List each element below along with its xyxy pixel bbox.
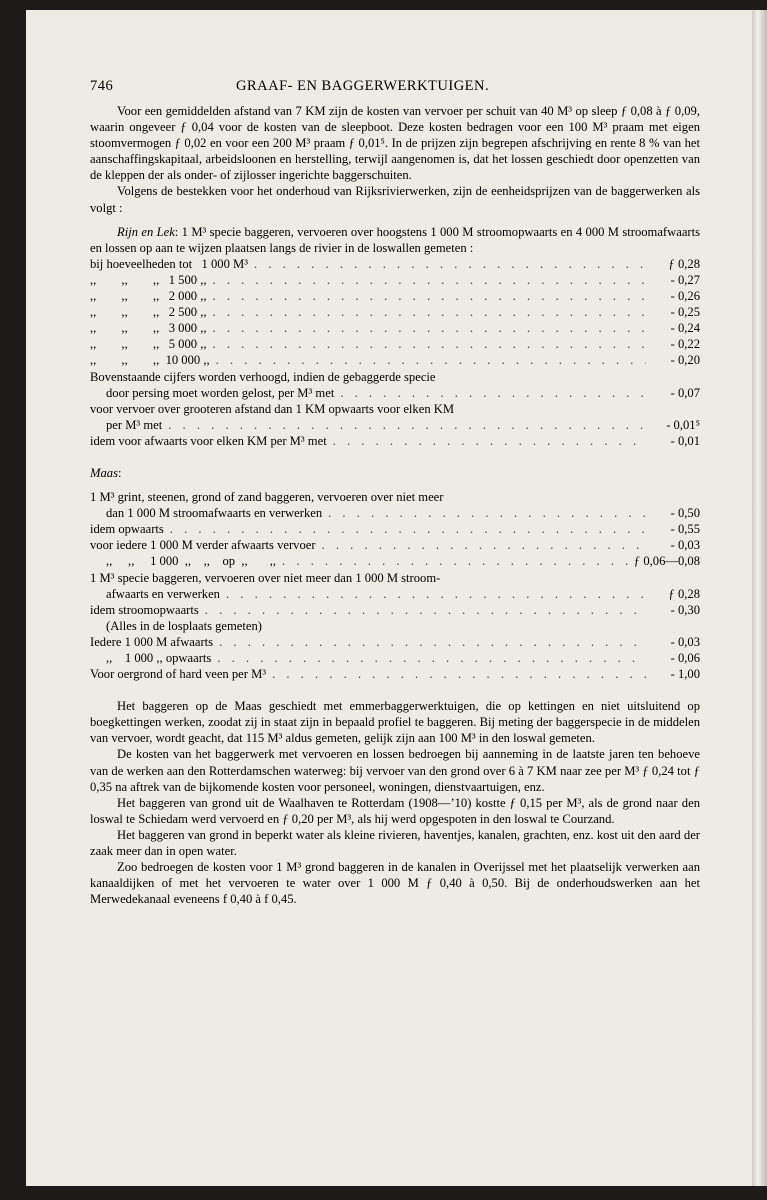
price-row: ,, 1 000 ,, opwaarts . . . - 0,06 (90, 650, 700, 666)
rijn-note: voor vervoer over grooteren afstand dan 1 KM opwaarts voor elken KM (90, 401, 455, 416)
price-row: idem voor afwaarts voor elken KM per M³ met . . . - 0,01 (90, 433, 700, 449)
body-paragraph: Het baggeren van grond uit de Waalhaven te Rotterdam (1908—’10) kostte ƒ 0,15 per M³, als de grond naar den loswal te Schiedam werd vervoerd en ƒ 0,20 per M³, als hij werd opgespoten in den loswal te Courzand. (90, 795, 700, 826)
body-paragraph: Zoo bedroegen de kosten voor 1 M³ grond baggeren in de kanalen in Overijssel met het plaatselijk verwerken aan kanaaldijken of met het vervoeren te water over 1 000 M ƒ 0,40 à 0,50. Bij de onderhoudswerken aan het Merwedekanaal eveneens f 0,40 à f 0,45. (90, 860, 700, 907)
price-row: idem opwaarts . . . - 0,55 (90, 521, 700, 537)
price-row: idem stroomopwaarts . . . - 0,30 (90, 602, 700, 618)
body-paragraph: De kosten van het baggerwerk met vervoeren en lossen bedroegen bij aanneming in de laatste jaren ten behoeve van de werken aan den Rotterdamschen waterweg: bij vervoer van den grond over 6 à 7 KM naar zee per M³ ƒ 0,24 tot ƒ 0,35 na aftrek van de bijkomende kosten voor personeel, woningen, dienstvaartuigen, enz. (90, 747, 700, 794)
maas-line: (Alles in de losplaats gemeten) (106, 618, 262, 633)
running-title: GRAAF- EN BAGGERWERKTUIGEN. (236, 78, 490, 94)
price-row: ,, ,, ,, 3 000 ,, . . . - 0,24 (90, 320, 700, 336)
price-row: ,, ,, ,, 2 000 ,, . . . - 0,26 (90, 288, 700, 304)
body-paragraph: Het baggeren op de Maas geschiedt met emmerbaggerwerktuigen, die op kettingen en niet uitsluitend op boegkettingen werken, zoodat zij in staat zijn in bepaald profiel te baggeren. Bij meting der baggerspecie in de middelen van vervoer, wordt geacht, dat 115 M³ aldus gemeten, gelijk zijn aan 100 M³ in den loswal gemeten. (90, 699, 700, 746)
page-body (90, 103, 700, 907)
price-row: dan 1 000 M stroomafwaarts en verwerken . . . - 0,50 (90, 505, 700, 521)
rijn-heading-paragraph (90, 224, 700, 256)
body-paragraph: Het baggeren van grond in beperkt water als kleine rivieren, haventjes, kanalen, grachten, enz. kost uit den aard der zaak meer dan in open water. (90, 827, 700, 859)
rijn-note: Bovenstaande cijfers worden verhoogd, indien de gebaggerde specie (90, 369, 436, 384)
price-row: Voor oergrond of hard veen per M³ . . . - 1,00 (90, 666, 700, 682)
price-row: door persing moet worden gelost, per M³ met . . . - 0,07 (90, 385, 700, 401)
rijn-heading: Rijn en Lek (117, 224, 175, 239)
price-row: ,, ,, 1 000 ,, ,, op ,, ,, . . . ƒ 0,06—0,08 (90, 553, 700, 569)
price-row: ,, ,, ,, 10 000 ,, . . . - 0,20 (90, 352, 700, 368)
maas-line: 1 M³ specie baggeren, vervoeren over niet meer dan 1 000 M stroom- (90, 570, 441, 585)
price-row: voor iedere 1 000 M verder afwaarts vervoer . . . - 0,03 (90, 537, 700, 553)
page-number: 746 (90, 78, 114, 94)
price-row: ,, ,, ,, 2 500 ,, . . . - 0,25 (90, 304, 700, 320)
rijn-heading-text: : 1 M³ specie baggeren, vervoeren over hoogstens 1 000 M stroomopwaarts en 4 000 M stroomafwaarts en lossen op aan te wijzen plaatsen langs de rivier in de loswallen gemeten : (90, 224, 700, 255)
maas-heading: Maas (90, 465, 118, 480)
maas-line: 1 M³ grint, steenen, grond of zand baggeren, vervoeren over niet meer (90, 490, 444, 505)
price-row: bij hoeveelheden tot 1 000 M³ . . . ƒ 0,28 (90, 256, 700, 272)
price-row: afwaarts en verwerken . . . ƒ 0,28 (90, 586, 700, 602)
intro-paragraph-1: Voor een gemiddelden afstand van 7 KM zijn de kosten van vervoer per schuit van 40 M³ op sleep ƒ 0,08 à ƒ 0,09, waarin ongeveer ƒ 0,04 voor de kosten van de sleepboot. Deze kosten bedragen voor een 100 M³ praam met eigen stoomvermogen ƒ 0,02 en voor een 200 M³ praam ƒ 0,01⁵. In de prijzen zijn begrepen afschrijving en rente 8 % van het aanschaffingskapitaal, arbeidsloonen en herstelling, terwijl aangenomen is, dat het lossen geschiedt door openzetten van de kleppen der als onder- of zijlosser ingerichte baggerschuiten. (90, 104, 700, 183)
price-row: ,, ,, ,, 5 000 ,, . . . - 0,22 (90, 336, 700, 352)
price-row: ,, ,, ,, 1 500 ,, . . . - 0,27 (90, 272, 700, 288)
intro-paragraph-2: Volgens de bestekken voor het onderhoud van Rijksrivierwerken, zijn de eenheidsprijzen van de baggerwerken als volgt : (90, 184, 700, 215)
page-edge (752, 10, 767, 1186)
price-row: per M³ met . . . - 0,01⁵ (90, 417, 700, 433)
maas-heading-line: Maas: (90, 465, 122, 480)
price-row: Iedere 1 000 M afwaarts . . . - 0,03 (90, 634, 700, 650)
